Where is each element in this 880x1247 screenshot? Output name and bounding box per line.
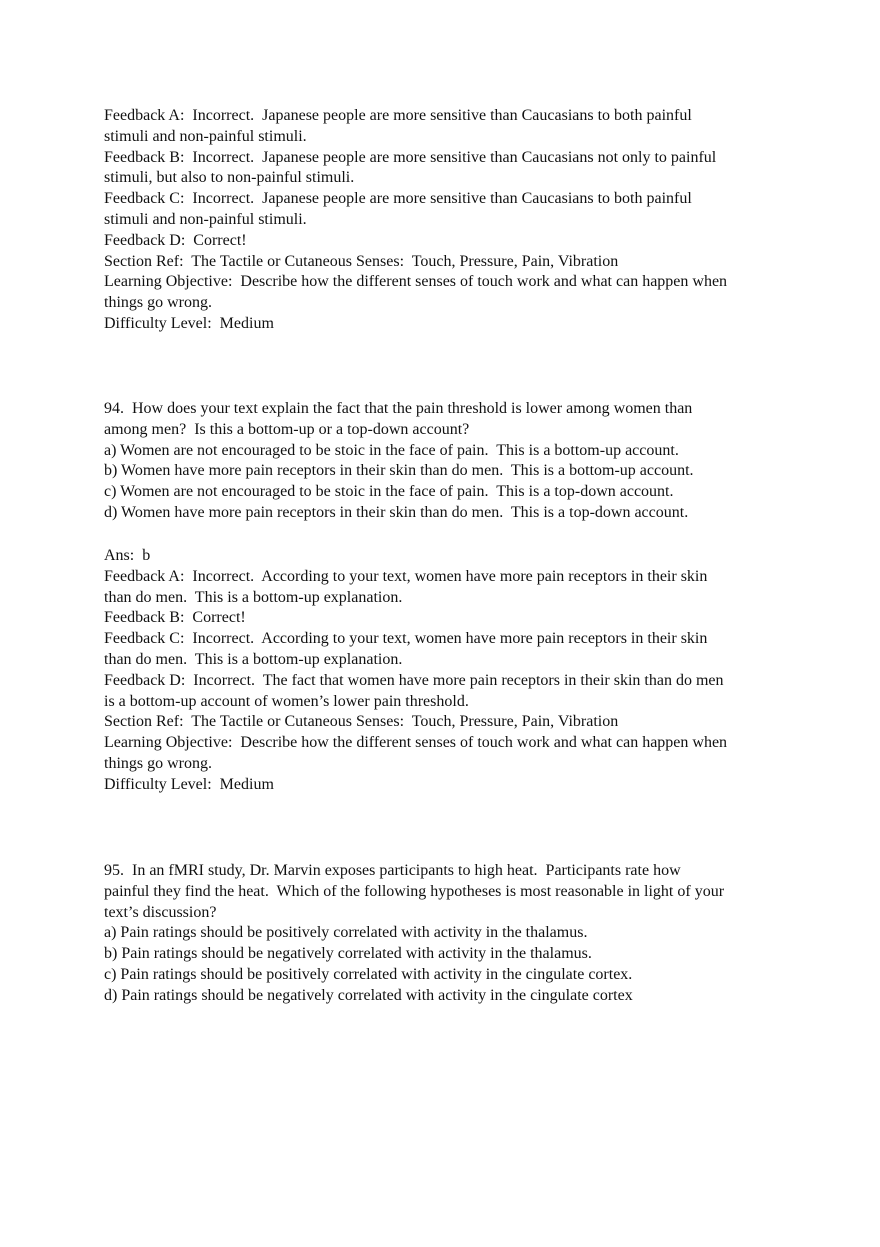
question-stem-line-3: text’s discussion? [104, 903, 217, 921]
feedback-b-line-2: stimuli, but also to non-painful stimuli. [104, 169, 355, 187]
option-b: b) Women have more pain receptors in their skin than do men. This is a bottom-up account. [104, 462, 694, 480]
feedback-b-line-1: Feedback B: Incorrect. Japanese people are more sensitive than Caucasians not only to painful [104, 148, 717, 166]
feedback-a-line-1: Feedback A: Incorrect. According to your text, women have more pain receptors in their skin [104, 567, 708, 585]
question-95 [104, 861, 804, 1007]
learning-objective-line-1: Learning Objective: Describe how the different senses of touch work and what can happen when [104, 734, 728, 752]
learning-objective-line-1: Learning Objective: Describe how the different senses of touch work and what can happen when [104, 273, 728, 291]
option-a: a) Women are not encouraged to be stoic in the face of pain. This is a bottom-up account. [104, 441, 679, 459]
feedback-c-line-1: Feedback C: Incorrect. According to your text, women have more pain receptors in their skin [104, 630, 708, 648]
option-c: c) Women are not encouraged to be stoic in the face of pain. This is a top-down account. [104, 483, 674, 501]
feedback-a-line-2: stimuli and non-painful stimuli. [104, 127, 307, 145]
option-b: b) Pain ratings should be negatively correlated with activity in the thalamus. [104, 945, 592, 963]
feedback-b: Feedback B: Correct! [104, 609, 246, 627]
section-ref: Section Ref: The Tactile or Cutaneous Senses: Touch, Pressure, Pain, Vibration [104, 713, 619, 731]
question-stem-line-1: 94. How does your text explain the fact that the pain threshold is lower among women than [104, 400, 693, 417]
question-94-answer-section [104, 546, 804, 796]
learning-objective-line-2: things go wrong. [104, 754, 212, 772]
feedback-a-line-1: Feedback A: Incorrect. Japanese people are more sensitive than Caucasians to both painful [104, 107, 692, 124]
question-stem-line-2: among men? Is this a bottom-up or a top-down account? [104, 420, 470, 438]
feedback-c-line-2: stimuli and non-painful stimuli. [104, 210, 307, 228]
feedback-d-line-2: is a bottom-up account of women’s lower pain threshold. [104, 692, 469, 710]
option-c: c) Pain ratings should be positively correlated with activity in the cingulate cortex. [104, 965, 633, 983]
option-d: d) Women have more pain receptors in their skin than do men. This is a top-down account. [104, 503, 689, 521]
option-a: a) Pain ratings should be positively correlated with activity in the thalamus. [104, 924, 588, 942]
prev-question-tail [104, 106, 804, 335]
feedback-d: Feedback D: Correct! [104, 231, 247, 249]
feedback-a-line-2: than do men. This is a bottom-up explanation. [104, 588, 403, 606]
difficulty-level: Difficulty Level: Medium [104, 314, 274, 332]
difficulty-level: Difficulty Level: Medium [104, 775, 274, 793]
question-stem-line-1: 95. In an fMRI study, Dr. Marvin exposes participants to high heat. Participants rate how [104, 862, 681, 879]
feedback-c-line-2: than do men. This is a bottom-up explanation. [104, 650, 403, 668]
feedback-d-line-1: Feedback D: Incorrect. The fact that women have more pain receptors in their skin than do men [104, 671, 724, 689]
option-d: d) Pain ratings should be negatively correlated with activity in the cingulate cortex [104, 986, 633, 1004]
feedback-c-line-1: Feedback C: Incorrect. Japanese people are more sensitive than Caucasians to both painful [104, 190, 692, 208]
question-94 [104, 399, 804, 524]
learning-objective-line-2: things go wrong. [104, 294, 212, 312]
answer: Ans: b [104, 547, 151, 564]
question-stem-line-2: painful they find the heat. Which of the following hypotheses is most reasonable in light of your [104, 882, 725, 900]
section-ref: Section Ref: The Tactile or Cutaneous Senses: Touch, Pressure, Pain, Vibration [104, 252, 619, 270]
